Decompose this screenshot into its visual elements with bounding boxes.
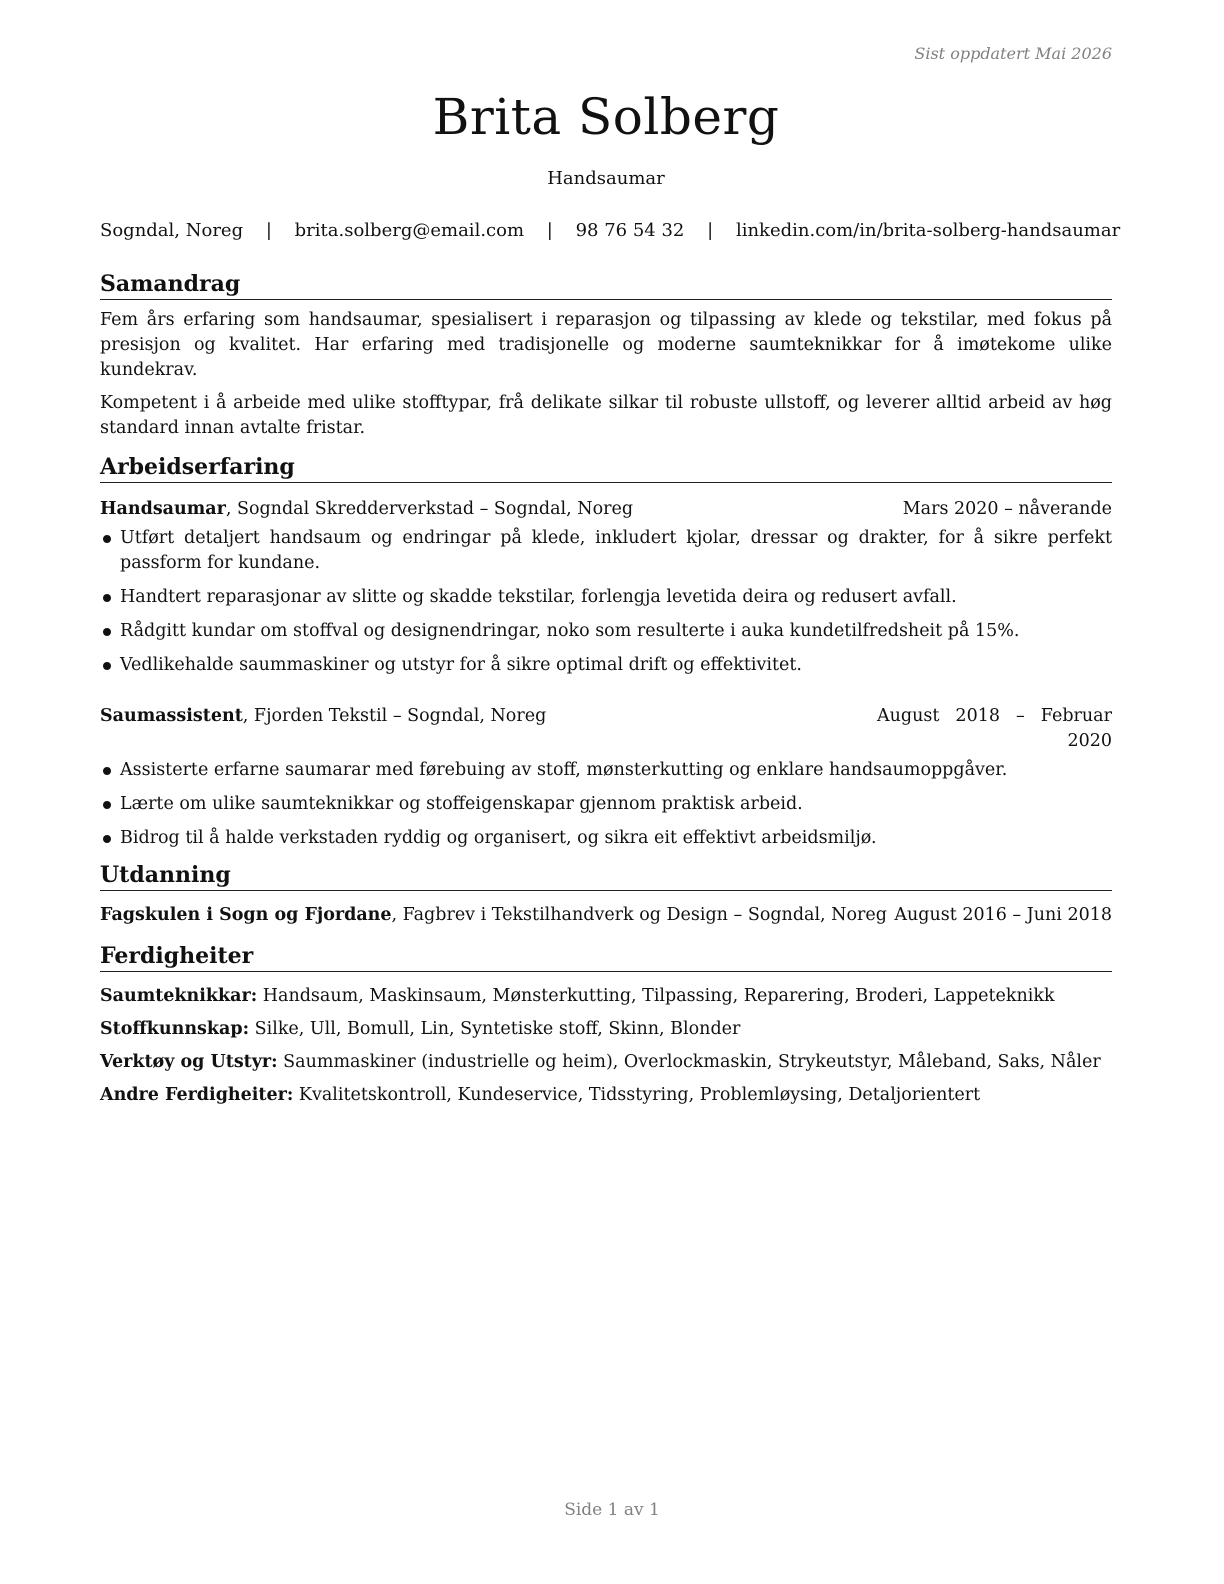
list-item bbox=[100, 792, 1112, 817]
bullet-text: Vedlikehalde saummaskiner og utstyr for å sikre optimal drift og effektivitet. bbox=[120, 655, 802, 675]
contact-line bbox=[100, 220, 1121, 241]
skill-label: Saumteknikkar: bbox=[100, 986, 258, 1006]
job-entry bbox=[100, 497, 1112, 678]
skill-value: Handsaum, Maskinsaum, Mønsterkutting, Tilpassing, Reparering, Broderi, Lappeteknikk bbox=[257, 986, 1055, 1006]
summary-paragraph: Fem års erfaring som handsaumar, spesialisert i reparasjon og tilpassing av klede og tekstilar, med fokus på presisjon og kvalitet. Har erfaring med tradisjonelle og moderne saumteknikkar for å imøtekome ulike kundekrav. bbox=[100, 310, 1112, 380]
section-heading-summary: Samandrag bbox=[100, 270, 1112, 300]
contact-phone: 98 76 54 32 bbox=[575, 220, 685, 241]
job-title-org bbox=[100, 704, 546, 729]
list-item bbox=[100, 526, 1112, 576]
skill-label: Andre Ferdigheiter: bbox=[100, 1085, 294, 1105]
skill-line bbox=[100, 984, 1112, 1009]
skill-line bbox=[100, 1083, 1112, 1108]
skill-line bbox=[100, 1050, 1112, 1075]
entry-spacer bbox=[100, 687, 1112, 704]
list-item bbox=[100, 585, 1112, 610]
contact-email[interactable]: brita.solberg@email.com bbox=[294, 220, 525, 241]
list-item bbox=[100, 758, 1112, 783]
job-dates: August 2018 – Februar 2020 bbox=[877, 706, 1112, 751]
job-entry bbox=[100, 704, 1112, 851]
resume-body bbox=[100, 270, 1112, 1116]
bullet-text: Handtert reparasjonar av slitte og skadde tekstilar, forlengja levetida deira og redusert avfall. bbox=[120, 587, 957, 607]
summary-paragraph: Kompetent i å arbeide med ulike stofftypar, frå delikate silkar til robuste ullstoff, og leverer alltid arbeid av høg standard innan avtalte fristar. bbox=[100, 393, 1112, 438]
skill-value: Saummaskiner (industrielle og heim), Overlockmaskin, Strykeutstyr, Måleband, Saks, Nåler bbox=[277, 1052, 1101, 1072]
candidate-title: Handsaumar bbox=[547, 168, 665, 189]
skills-section bbox=[100, 942, 1112, 1108]
job-org: , Sogndal Skredderverkstad – Sogndal, Noreg bbox=[225, 499, 634, 519]
bullet-icon bbox=[103, 835, 111, 843]
skill-label: Verktøy og Utstyr: bbox=[100, 1052, 278, 1072]
bullet-icon bbox=[103, 767, 111, 775]
education-section bbox=[100, 861, 1112, 928]
bullet-icon bbox=[103, 801, 111, 809]
education-detail: , Fagbrev i Tekstilhandverk og Design – Sogndal, Noreg bbox=[391, 905, 887, 925]
job-dates: Mars 2020 – nåverande bbox=[902, 499, 1112, 519]
contact-separator: | bbox=[707, 220, 714, 241]
bullet-icon bbox=[103, 662, 111, 670]
education-entry bbox=[100, 903, 1112, 928]
bullet-icon bbox=[103, 535, 111, 543]
last-updated-date: Sist oppdatert Mai 2026 bbox=[914, 44, 1112, 63]
job-header bbox=[100, 704, 1112, 754]
contact-separator: | bbox=[265, 220, 272, 241]
bullet-icon bbox=[103, 594, 111, 602]
summary-section bbox=[100, 270, 1112, 441]
job-bullets bbox=[100, 758, 1112, 851]
bullet-text: Bidrog til å halde verkstaden ryddig og organisert, og sikra eit effektivt arbeidsmiljø. bbox=[120, 828, 877, 848]
education-dates: August 2016 – Juni 2018 bbox=[894, 905, 1112, 925]
job-org: , Fjorden Tekstil – Sogndal, Noreg bbox=[242, 706, 547, 726]
page-number: Side 1 av 1 bbox=[564, 1500, 660, 1520]
job-role: Saumassistent bbox=[100, 706, 243, 726]
bullet-text: Assisterte erfarne saumarar med førebuing av stoff, mønsterkutting og enklare handsaumoppgåver. bbox=[120, 760, 1008, 780]
section-heading-education: Utdanning bbox=[100, 861, 1112, 891]
job-bullets bbox=[100, 526, 1112, 678]
education-school-detail bbox=[100, 903, 887, 928]
skill-value: Silke, Ull, Bomull, Lin, Syntetiske stoff, Skinn, Blonder bbox=[249, 1019, 741, 1039]
experience-section bbox=[100, 453, 1112, 851]
section-heading-experience: Arbeidserfaring bbox=[100, 453, 1112, 483]
skill-label: Stoffkunnskap: bbox=[100, 1019, 250, 1039]
resume-page bbox=[100, 0, 1121, 1584]
education-school: Fagskulen i Sogn og Fjordane bbox=[100, 905, 392, 925]
bullet-text: Lærte om ulike saumteknikkar og stoffeigenskapar gjennom praktisk arbeid. bbox=[120, 794, 803, 814]
bullet-text: Rådgitt kundar om stoffval og designendringar, noko som resulterte i auka kundetilfredsheit på 15%. bbox=[120, 621, 1020, 641]
bullet-text: Utført detaljert handsaum og endringar på klede, inkludert kjolar, dressar og drakter, for å sikre perfekt passform for kundane. bbox=[120, 528, 1112, 573]
candidate-name: Brita Solberg bbox=[432, 88, 780, 146]
contact-location: Sogndal, Noreg bbox=[100, 220, 244, 241]
list-item bbox=[100, 653, 1112, 678]
skill-value: Kvalitetskontroll, Kundeservice, Tidsstyring, Problemløysing, Detaljorientert bbox=[293, 1085, 981, 1105]
contact-separator: | bbox=[546, 220, 553, 241]
list-item bbox=[100, 826, 1112, 851]
job-role: Handsaumar bbox=[100, 499, 226, 519]
job-header bbox=[100, 497, 1112, 522]
list-item bbox=[100, 619, 1112, 644]
skill-line bbox=[100, 1017, 1112, 1042]
contact-linkedin[interactable]: linkedin.com/in/brita-solberg-handsaumar bbox=[735, 220, 1121, 241]
job-title-org bbox=[100, 497, 633, 522]
bullet-icon bbox=[103, 628, 111, 636]
section-heading-skills: Ferdigheiter bbox=[100, 942, 1112, 972]
